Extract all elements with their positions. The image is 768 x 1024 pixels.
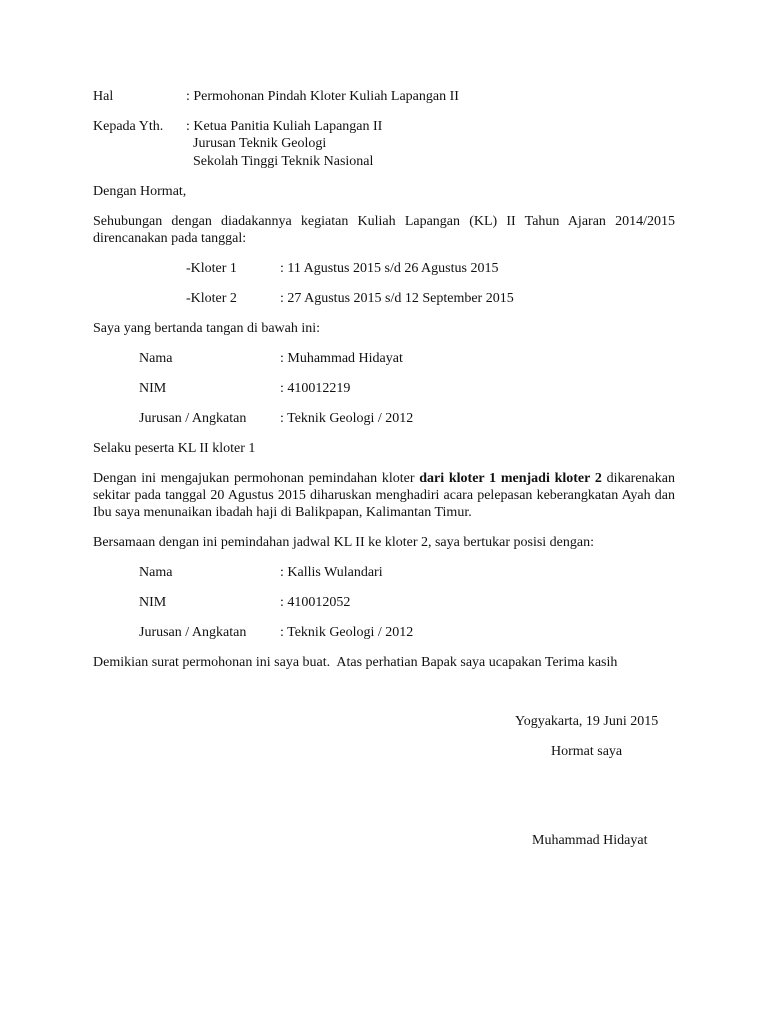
hal-value: : Permohonan Pindah Kloter Kuliah Lapangan II [186, 89, 459, 104]
applicant-jurusan-label: Jurusan / Angkatan [139, 411, 247, 426]
signer-intro: Saya yang bertanda tangan di bawah ini: [93, 321, 321, 336]
kloter-2-label: -Kloter 2 [186, 291, 237, 306]
applicant-nama-label: Nama [139, 351, 173, 366]
swap-intro: Bersamaan dengan ini pemindahan jadwal KL II ke kloter 2, saya bertukar posisi dengan: [93, 535, 594, 550]
closing-statement: Demikian surat permohonan ini saya buat. Atas perhatian Bapak saya ucapakan Terima kasih [93, 655, 618, 670]
participant-note: Selaku peserta KL II kloter 1 [93, 441, 256, 456]
regards: Hormat saya [551, 744, 623, 759]
kloter-1-value: : 11 Agustus 2015 s/d 26 Agustus 2015 [280, 261, 499, 276]
kepada-label: Kepada Yth. [93, 119, 164, 134]
kepada-line-1: : Ketua Panitia Kuliah Lapangan II [186, 119, 383, 134]
request-line-1-end: dikarenakan [601, 471, 675, 486]
applicant-nim-value: : 410012219 [280, 381, 351, 396]
request-highlight: dari kloter 1 menjadi kloter 2 [419, 471, 602, 486]
kepada-line-3: Sekolah Tinggi Teknik Nasional [193, 154, 374, 169]
intro-line-1: Sehubungan dengan diadakannya kegiatan Kuliah Lapangan (KL) II Tahun Ajaran 2014/2015 [93, 214, 675, 229]
request-line-2: sekitar pada tanggal 20 Agustus 2015 diharuskan menghadiri acara pelepasan keberangkatan Ayah dan [93, 488, 675, 503]
kepada-line-2: Jurusan Teknik Geologi [193, 136, 327, 151]
kloter-1-label: -Kloter 1 [186, 261, 237, 276]
applicant-jurusan-value: : Teknik Geologi / 2012 [280, 411, 414, 426]
greeting: Dengan Hormat, [93, 184, 187, 199]
partner-jurusan-value: : Teknik Geologi / 2012 [280, 625, 414, 640]
partner-nama-value: : Kallis Wulandari [280, 565, 383, 580]
request-line-1 [93, 470, 675, 487]
partner-jurusan-label: Jurusan / Angkatan [139, 625, 247, 640]
partner-nim-label: NIM [139, 595, 167, 610]
partner-nama-label: Nama [139, 565, 173, 580]
applicant-nama-value: : Muhammad Hidayat [280, 351, 403, 366]
kloter-2-value: : 27 Agustus 2015 s/d 12 September 2015 [280, 291, 514, 306]
request-line-3: Ibu saya menunaikan ibadah haji di Balikpapan, Kalimantan Timur. [93, 505, 472, 520]
intro-line-2: direncanakan pada tanggal: [93, 231, 247, 246]
partner-nim-value: : 410012052 [280, 595, 351, 610]
signature-name: Muhammad Hidayat [532, 833, 648, 848]
place-date: Yogyakarta, 19 Juni 2015 [515, 714, 659, 729]
applicant-nim-label: NIM [139, 381, 167, 396]
request-line-1-start: Dengan ini mengajukan permohonan pemindahan kloter [93, 471, 420, 486]
hal-label: Hal [93, 89, 114, 104]
